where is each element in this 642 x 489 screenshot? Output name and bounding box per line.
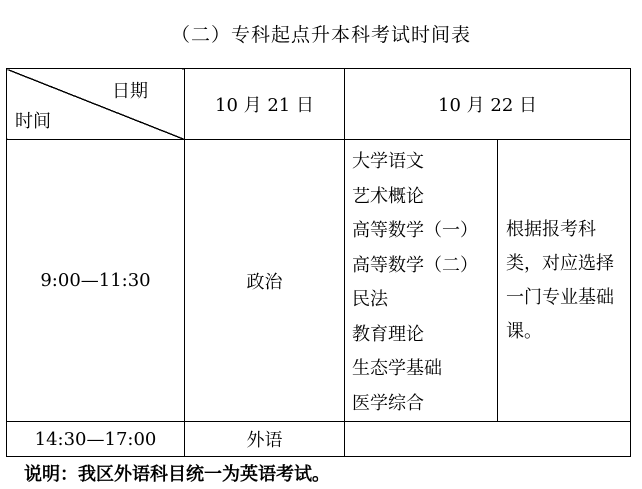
header-date-1: 10 月 21 日 <box>185 69 345 140</box>
subject-list <box>352 140 497 421</box>
exam-schedule-table <box>6 68 631 457</box>
page-title: （二）专科起点升本科考试时间表 <box>170 24 471 46</box>
table-header-row <box>7 69 631 140</box>
list-item: 生态学基础 <box>352 358 442 379</box>
table-row <box>7 140 631 422</box>
header-corner-cell <box>7 69 185 140</box>
list-item: 大学语文 <box>352 151 424 172</box>
corner-date-label: 日期 <box>112 81 148 102</box>
list-item: 高等数学（一） <box>352 220 478 241</box>
morning-day1-subject: 政治 <box>185 140 345 422</box>
list-item: 医学综合 <box>352 392 424 414</box>
list-item: 高等数学（二） <box>352 254 478 276</box>
afternoon-day2-subject <box>345 422 631 457</box>
list-item: 民法 <box>352 289 388 310</box>
corner-time-label: 时间 <box>15 111 51 132</box>
morning-day2-subjects <box>345 140 498 422</box>
morning-day2-note: 根据报考科类，对应选择一门专业基础课。 <box>498 140 631 422</box>
afternoon-time: 14:30—17:00 <box>7 422 185 457</box>
table-row <box>7 422 631 457</box>
list-item: 艺术概论 <box>352 185 424 207</box>
afternoon-day1-subject: 外语 <box>185 422 345 457</box>
header-date-2: 10 月 22 日 <box>345 69 631 140</box>
footnote: 说明：我区外语科目统一为英语考试。 <box>24 464 330 485</box>
morning-time: 9:00—11:30 <box>7 140 185 422</box>
list-item: 教育理论 <box>352 323 424 345</box>
